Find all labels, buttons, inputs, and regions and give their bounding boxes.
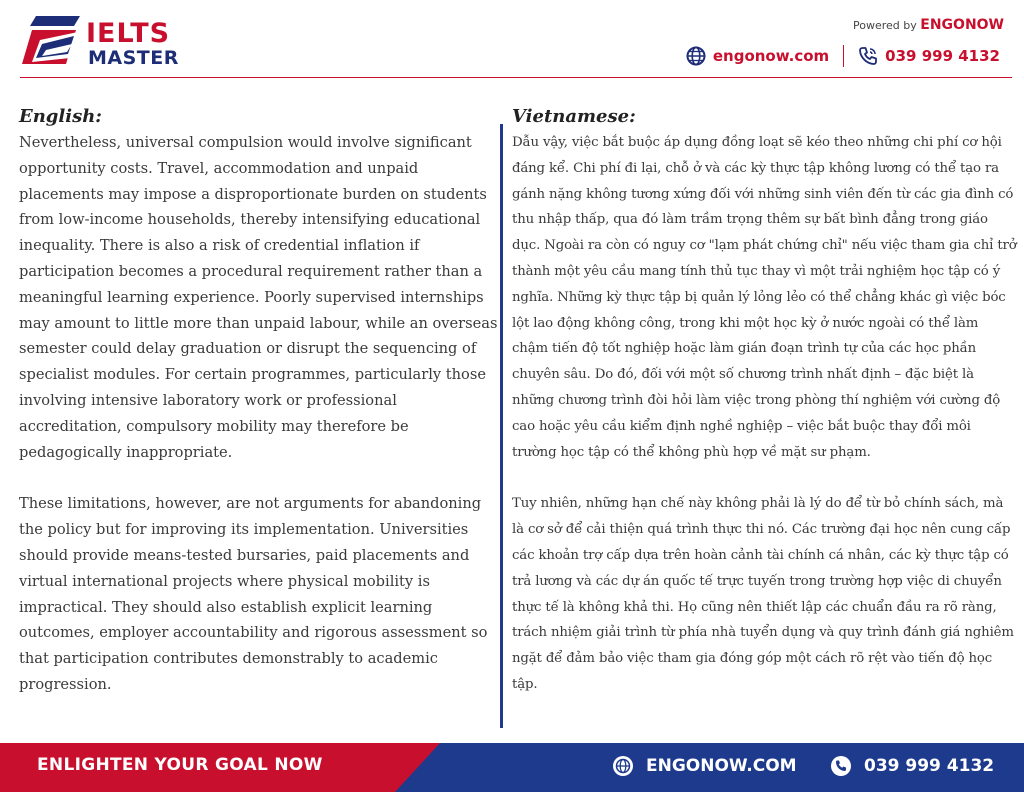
header-phone-link[interactable]: 039 999 4132 (885, 47, 1000, 65)
column-divider (500, 124, 503, 728)
phone-icon (830, 755, 852, 777)
contact-divider (843, 45, 844, 67)
header-divider (20, 77, 1012, 78)
logo-text-ielts: IELTS (86, 18, 171, 49)
vietnamese-paragraph-2: Tuy nhiên, những hạn chế này không phải là lý do để từ bỏ chính sách, mà là cơ sở để cải thiện quá trình thực thi nó. Các trường đại học nên cung cấp các khoản trợ cấp dựa trên hoàn cảnh tài chính cá nhân, các kỳ thực tập có trả lương và các dự án quốc tế trực tuyến trong trường hợp việc di chuyển thực tế là không khả thi. Họ cũng nên thiết lập các chuẩn đầu ra rõ ràng, trách nhiệm giải trình từ phía nhà tuyển dụng và quy trình đánh giá nghiêm ngặt để đảm bảo việc tham gia đóng góp một cách rõ rệt vào tiến độ học tập. (512, 496, 1014, 692)
vietnamese-heading: Vietnamese: (512, 106, 636, 127)
header-website-link[interactable]: engonow.com (712, 47, 830, 65)
footer-website-link[interactable]: ENGONOW.COM (646, 756, 797, 776)
globe-icon (612, 755, 634, 777)
powered-by-brand: ENGONOW (920, 17, 1004, 33)
footer-phone-link[interactable]: 039 999 4132 (864, 756, 995, 776)
footer-slogan: ENLIGHTEN YOUR GOAL NOW (37, 755, 323, 775)
phone-icon (858, 46, 878, 66)
header-contact (686, 44, 1000, 68)
footer-website[interactable] (612, 755, 797, 777)
ielts-master-logo[interactable] (20, 14, 190, 70)
english-heading: English: (19, 106, 102, 127)
paragraph-spacer (512, 465, 1017, 491)
vietnamese-paragraph-1: Dẫu vậy, việc bắt buộc áp dụng đồng loạt sẽ kéo theo những chi phí cơ hội đáng kể. Chi phí đi lại, chỗ ở và các kỳ thực tập không lương có thể tạo ra gánh nặng không tương xứng đối với những sinh viên đến từ các gia đình có thu nhập thấp, qua đó làm trầm trọng thêm sự bất bình đẳng trong giáo dục. Ngoài ra còn có nguy cơ "lạm phát chứng chỉ" nếu việc tham gia chỉ trở thành một yêu cầu mang tính thủ tục thay vì một trải nghiệm học tập có ý nghĩa. Những kỳ thực tập bị quản lý lỏng lẻo có thể chẳng khác gì việc bóc lột lao động không công, trong khi một học kỳ ở nước ngoài có thể làm chậm tiến độ tốt nghiệp hoặc làm gián đoạn trình tự của các học phần chuyên sâu. Do đó, đối với một số chương trình nhất định – đặc biệt là những chương trình đòi hỏi làm việc trong phòng thí nghiệm với cường độ cao hoặc yêu cầu kiểm định nghề nghiệp – việc bắt buộc thay đổi môi trường học tập có thể không phù hợp về mặt sư phạm. (512, 135, 1017, 460)
powered-by-label: Powered by (853, 19, 917, 32)
globe-icon (686, 46, 706, 66)
powered-by (853, 17, 1004, 33)
english-column (19, 104, 503, 698)
english-paragraph-2: These limitations, however, are not arguments for abandoning the policy but for improving its implementation. Universities should provide means-tested bursaries, paid placements and virtual international projects where physical mobility is impractical. They should also establish explicit learning outcomes, employer accountability and rigorous assessment so that participation contributes demonstrably to academic progression. (19, 495, 488, 693)
logo-text-master: MASTER (88, 47, 179, 69)
page-footer (0, 743, 1024, 792)
footer-phone[interactable] (830, 755, 994, 777)
logo-flag-mark-icon (20, 14, 86, 68)
paragraph-spacer (19, 465, 503, 491)
vietnamese-column (512, 104, 1017, 698)
english-paragraph-1: Nevertheless, universal compulsion would involve significant opportunity costs. Travel, accommodation and unpaid placements may impose a disproportionate burden on students from low-income households, thereby intensifying educational inequality. There is also a risk of credential inflation if participation becomes a procedural requirement rather than a meaningful learning experience. Poorly supervised internships may amount to little more than unpaid labour, while an overseas semester could delay graduation or disrupt the sequencing of specialist modules. For certain programmes, particularly those involving intensive laboratory work or professional accreditation, compulsory mobility may therefore be pedagogically inappropriate. (19, 134, 498, 461)
page-header (0, 0, 1024, 80)
